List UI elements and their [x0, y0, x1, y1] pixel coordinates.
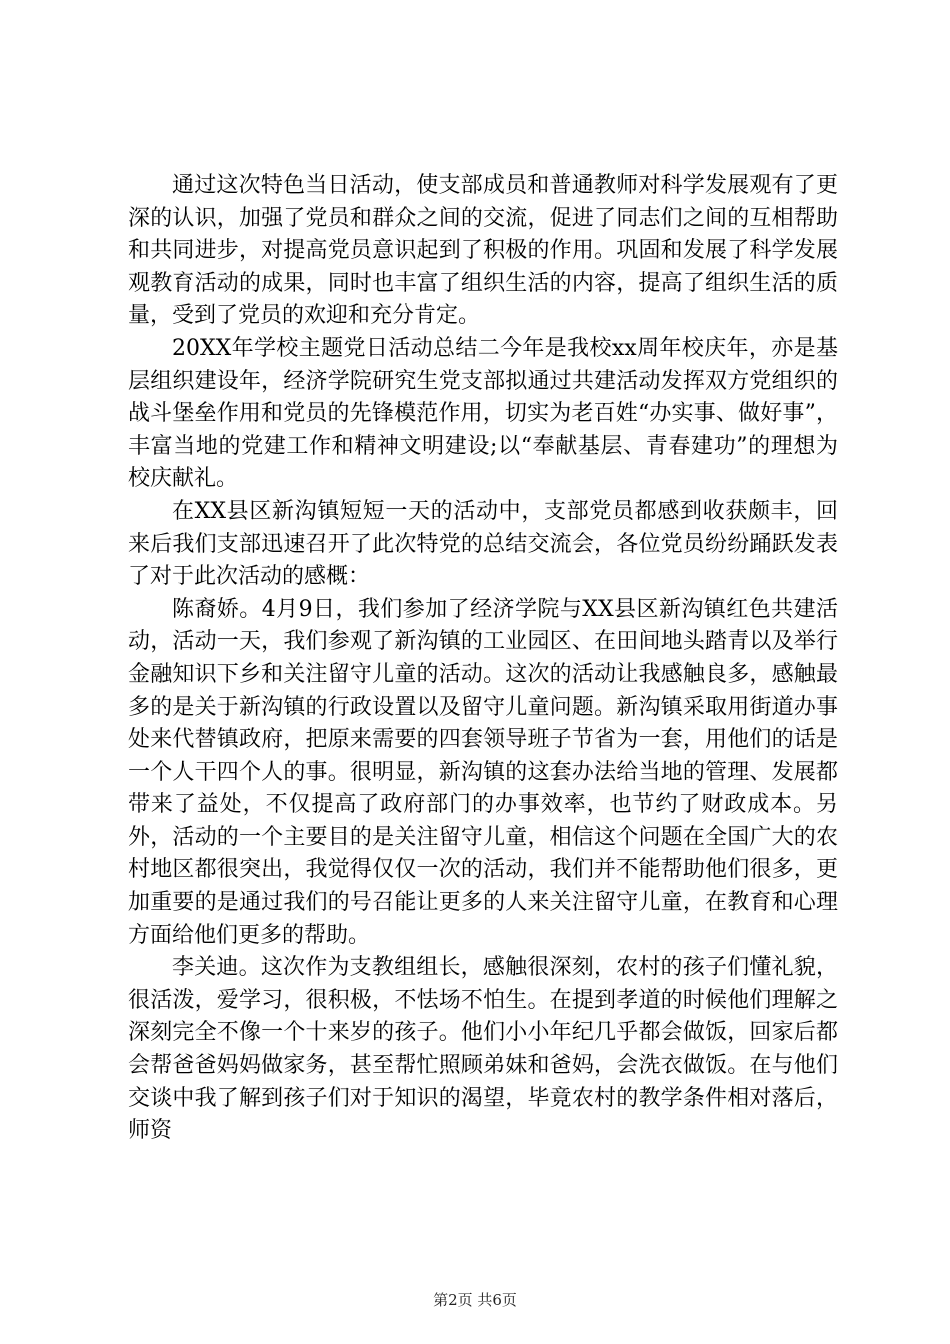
paragraph-xinhou-town: 在XX县区新沟镇短短一天的活动中，支部党员都感到收获颇丰，回来后我们支部迅速召开了此次特党的总结交流会，各位党员纷纷踊跃发表了对于此次活动的感概： — [128, 498, 838, 590]
document-body — [128, 170, 838, 1148]
paragraph-activity-summary: 通过这次特色当日活动，使支部成员和普通教师对科学发展观有了更深的认识，加强了党员和群众之间的交流，促进了同志们之间的互相帮助和共同进步，对提高党员意识起到了积极的作用。巩固和发展了科学发展观教育活动的成果，同时也丰富了组织生活的内容，提高了组织生活的质量，受到了党员的欢迎和充分肯定。 — [128, 173, 838, 329]
page-footer: 第2页 共6页 — [433, 1291, 517, 1309]
paragraph-li-guandi: 李关迪。这次作为支教组组长，感触很深刻，农村的孩子们懂礼貌，很活泼，爱学习，很积极，不怯场不怕生。在提到孝道的时候他们理解之深刻完全不像一个十来岁的孩子。他们小小年纪几乎都会做饭，回家后都会帮爸爸妈妈做家务，甚至帮忙照顾弟妹和爸妈，会洗衣做饭。在与他们交谈中我了解到孩子们对于知识的渴望，毕竟农村的教学条件相对落后，师资 — [128, 955, 838, 1144]
paragraph-chen-yijiao: 陈裔娇。4月9日，我们参加了经济学院与XX县区新沟镇红色共建活动，活动一天，我们参观了新沟镇的工业园区、在田间地头踏青以及举行金融知识下乡和关注留守儿童的活动。这次的活动让我感触良多，感触最多的是关于新沟镇的行政设置以及留守儿童问题。新沟镇采取用街道办事处来代替镇政府，把原来需要的四套领导班子节省为一套，用他们的话是一个人干四个人的事。很明显，新沟镇的这套办法给当地的管理、发展都带来了益处，不仅提高了政府部门的办事效率，也节约了财政成本。另外，活动的一个主要目的是关注留守儿童，相信这个问题在全国广大的农村地区都很突出，我觉得仅仅一次的活动，我们并不能帮助他们很多，更加重要的是通过我们的号召能让更多的人来关注留守儿童，在教育和心理方面给他们更多的帮助。 — [128, 596, 838, 948]
paragraph-summary-two: 20XX年学校主题党日活动总结二今年是我校xx周年校庆年，亦是基层组织建设年，经济学院研究生党支部拟通过共建活动发挥双方党组织的战斗堡垒作用和党员的先锋模范作用，切实为老百姓“办实事、做好事”，丰富当地的党建工作和精神文明建设;以“奉献基层、青春建功”的理想为校庆献礼。 — [128, 335, 838, 492]
